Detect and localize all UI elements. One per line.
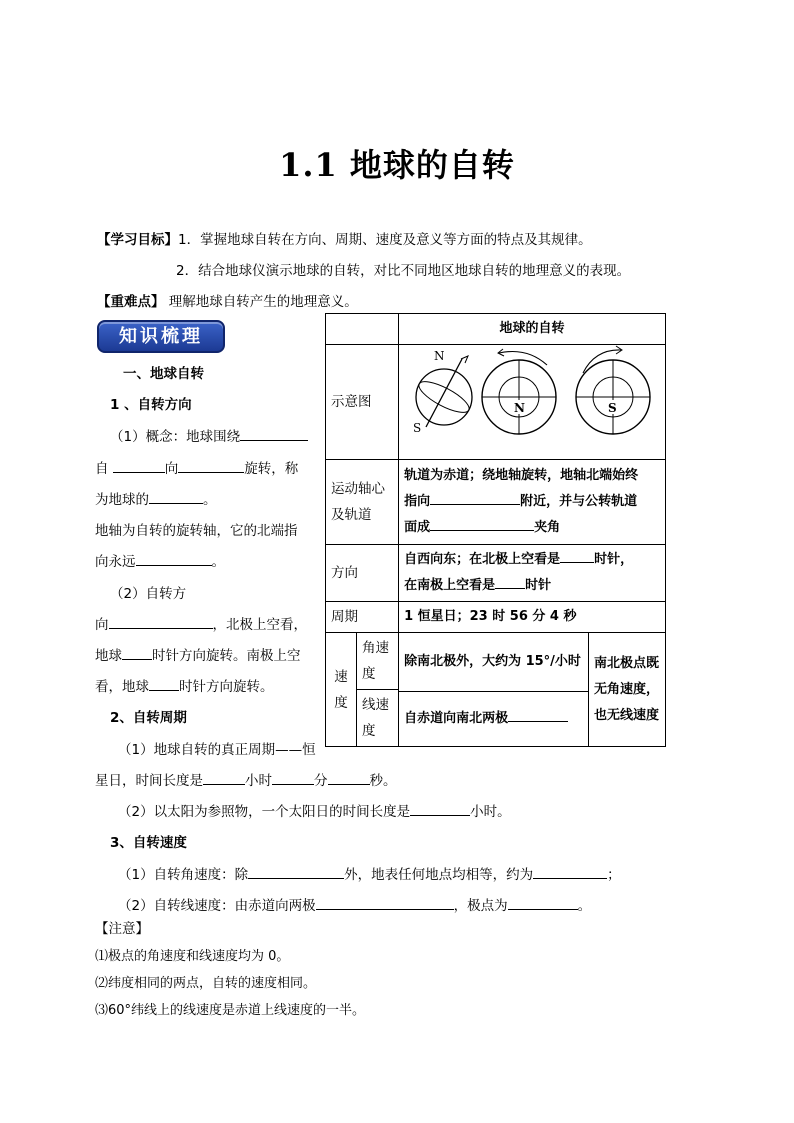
text: 为地球的 — [95, 492, 149, 508]
text: ，北极上空看， — [212, 617, 307, 633]
section-heading: 一、地球自转 — [123, 366, 204, 382]
south-polar-view — [576, 346, 650, 434]
text: 小时 — [245, 773, 272, 789]
text: 向 — [164, 461, 179, 477]
text: 在南极上空看是 — [404, 578, 496, 593]
text: 星日，时间长度是 — [95, 773, 203, 789]
text: 指向 — [404, 494, 431, 509]
key-point — [97, 290, 358, 310]
text: 看，地球 — [95, 679, 149, 695]
period-line-2 — [95, 769, 397, 789]
blank-field[interactable] — [248, 864, 344, 879]
speed-subtable — [326, 633, 398, 746]
dir-line-2 — [95, 613, 307, 633]
knowledge-badge: 知识梳理 — [97, 320, 225, 353]
text: 附近，并与公转轨道 — [520, 494, 638, 509]
text: 外，地表任何地点均相等，约为 — [344, 867, 534, 883]
text: 自 — [95, 461, 113, 477]
text: 。 — [203, 492, 217, 508]
direction-text-2 — [404, 573, 660, 599]
blank-field[interactable] — [560, 548, 594, 563]
text: 自赤道向南北两极 — [404, 711, 509, 727]
rotation-table — [325, 313, 666, 747]
text: 面成 — [404, 520, 431, 535]
south-label: S — [413, 421, 422, 435]
note-3: ⑶60°纬线上的线速度是赤道上线速度的一半。 — [95, 1003, 366, 1018]
blank-field[interactable] — [240, 426, 308, 441]
blank-field[interactable] — [113, 458, 165, 473]
axis-text-3 — [404, 515, 660, 541]
blank-field[interactable] — [272, 770, 314, 785]
dir-line-1: （2）自转方 — [110, 586, 187, 602]
subheading-direction: 1 、自转方向 — [110, 397, 192, 413]
row-label-diagram: 示意图 — [326, 345, 399, 460]
blank-field[interactable] — [178, 458, 244, 473]
goal-2: 2．结合地球仪演示地球的自转，对比不同地区地球自转的地理意义的表现。 — [176, 263, 631, 279]
direction-cell — [399, 545, 666, 602]
text: 夹角 — [534, 520, 561, 535]
text: 分 — [314, 773, 328, 789]
row-label-period: 周期 — [326, 602, 399, 633]
axis-line-1: 地轴为自转的旋转轴，它的北端指 — [95, 523, 298, 539]
blank-field[interactable] — [508, 895, 578, 910]
text: ； — [607, 867, 621, 883]
linear-cell — [399, 692, 589, 747]
text: 小时。 — [470, 804, 511, 820]
note-2: ⑵纬度相同的两点，自转的速度相同。 — [95, 976, 317, 991]
text: 。 — [211, 554, 225, 570]
concept-line-1 — [110, 425, 308, 445]
period-cell: 1 恒星日；23 时 56 分 4 秒 — [399, 602, 666, 633]
north-polar-view — [482, 349, 556, 434]
text: 时针 — [525, 578, 552, 593]
goal-1: 1．掌握地球自转在方向、周期、速度及意义等方面的特点及其规律。 — [178, 232, 592, 248]
blank-field[interactable] — [430, 490, 520, 505]
note-1: ⑴极点的角速度和线速度均为 0。 — [95, 949, 290, 964]
blank-field[interactable] — [495, 574, 525, 589]
key-point-text: 理解地球自转产生的地理意义。 — [168, 294, 358, 310]
dir-line-4 — [95, 675, 274, 695]
text: （2）以太阳为参照物，一个太阳日的时间长度是 — [118, 804, 411, 820]
text: 地球 — [95, 648, 122, 664]
blank-field[interactable] — [203, 770, 245, 785]
linear-label: 线速度 — [362, 697, 389, 739]
dir-line-3 — [95, 644, 301, 664]
south-pole-label: S — [608, 401, 617, 415]
goals-label: 【学习目标】 — [97, 232, 178, 248]
rotation-diagram — [399, 345, 663, 450]
speed-line-2 — [118, 894, 591, 914]
text: 时针方向旋转。 — [179, 679, 274, 695]
angular-cell: 除南北极外，大约为 15°/小时 — [399, 633, 589, 692]
speed-block — [326, 633, 399, 747]
text: 时针， — [594, 552, 634, 567]
key-point-label: 【重难点】 — [97, 294, 165, 310]
text: 向永远 — [95, 554, 136, 570]
text: （1）自转角速度：除 — [118, 867, 249, 883]
blank-field[interactable] — [430, 516, 534, 531]
notes-label: 【注意】 — [95, 921, 149, 937]
axis-cell — [399, 460, 666, 545]
period-line-3 — [118, 800, 511, 820]
subheading-speed: 3、自转速度 — [110, 835, 187, 851]
blank-field[interactable] — [328, 770, 370, 785]
blank-field[interactable] — [316, 895, 454, 910]
tilted-globe — [413, 349, 473, 435]
blank-field[interactable] — [410, 801, 470, 816]
text: 秒。 — [369, 773, 397, 789]
blank-field[interactable] — [533, 864, 607, 879]
text: 时针方向旋转。南极上空 — [152, 648, 301, 664]
blank-field[interactable] — [508, 707, 568, 722]
axis-text-1: 轨道为赤道；绕地轴旋转，地轴北端始终 — [404, 468, 639, 483]
north-pole-label: N — [514, 401, 526, 415]
text: 旋转，称 — [244, 461, 299, 477]
blank-field[interactable] — [149, 489, 203, 504]
axis-text-2 — [404, 489, 660, 515]
text: 。 — [577, 898, 592, 914]
blank-field[interactable] — [136, 551, 212, 566]
text: ，极点为 — [453, 898, 508, 914]
speed-line-1 — [118, 863, 621, 883]
blank-field[interactable] — [122, 645, 152, 660]
concept-line-2 — [95, 457, 298, 477]
diagram-cell — [399, 345, 666, 460]
row-label-direction: 方向 — [326, 545, 399, 602]
text: 向 — [95, 617, 109, 633]
table-corner — [326, 314, 399, 345]
poles-cell: 南北极点既无角速度，也无线速度 — [589, 633, 666, 747]
concept-line-3 — [95, 488, 217, 508]
speed-label: 速度 — [326, 633, 357, 746]
axis-line-2 — [95, 550, 225, 570]
period-line-1: （1）地球自转的真正周期——恒 — [118, 742, 316, 758]
direction-text-1 — [404, 547, 660, 573]
subheading-period: 2、自转周期 — [110, 710, 187, 726]
text: （2）自转线速度：由赤道向两极 — [118, 898, 316, 914]
text: 自西向东；在北极上空看是 — [404, 552, 561, 567]
table-header: 地球的自转 — [399, 314, 666, 345]
blank-field[interactable] — [149, 676, 179, 691]
row-label-axis: 运动轴心及轨道 — [326, 460, 399, 545]
learning-goals — [97, 228, 592, 248]
north-label: N — [434, 349, 445, 363]
page-title: 1.1 地球的自转 — [279, 146, 515, 184]
blank-field[interactable] — [109, 614, 213, 629]
angular-label: 角速度 — [357, 633, 399, 690]
text: （1）概念：地球围绕 — [110, 429, 241, 445]
